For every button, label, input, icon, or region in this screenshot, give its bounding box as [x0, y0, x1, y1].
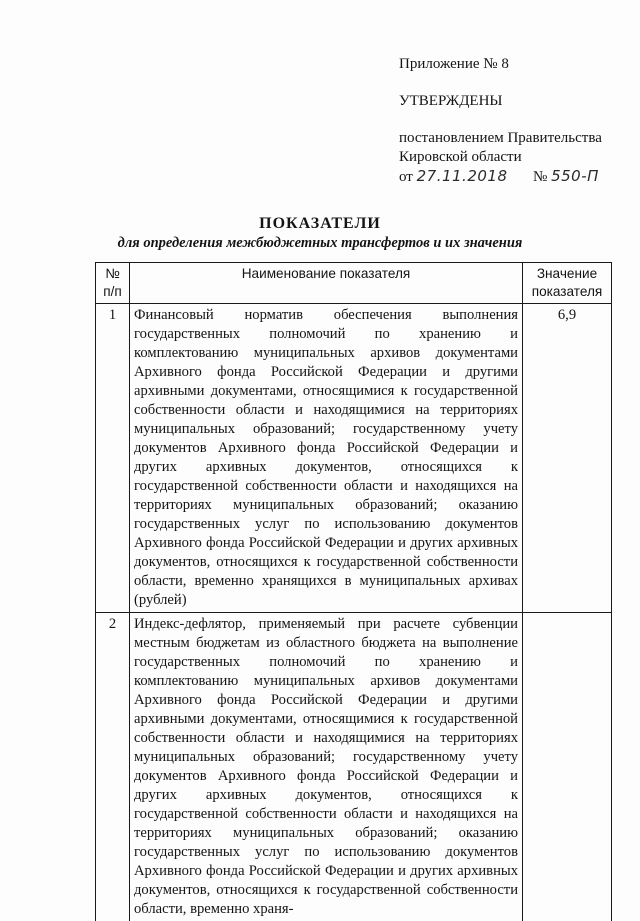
approved-label: УТВЕРЖДЕНЫ — [399, 92, 629, 111]
header-num: № п/п — [96, 263, 130, 304]
date-prefix: от — [399, 169, 413, 185]
document-title: ПОКАЗАТЕЛИ — [0, 214, 640, 234]
title-block — [0, 214, 640, 253]
table-row — [96, 613, 612, 921]
row-name: Индекс-дефлятор, применяемый при расчете субвенции местным бюджетам из областного бюджета на выполнение государственных полномочий по хранению и комплектованию муниципальных архивов документами Архивного фонда Российской Федерации и другими архивными документами, относящимися к государственной собственности области и находящимися на территориях муниципальных образований; государственному учету документов Архивного фонда Российской Федерации и других архивных документов, относящихся к государственной собственности области и находящихся на территориях муниципальных образований; оказанию государственных услуг по использованию документов Архивного фонда Российской Федерации и других архивных документов, относящихся к государственной собственности области, временно храня- — [130, 613, 523, 921]
table-row — [96, 304, 612, 613]
decree-date-line — [399, 167, 629, 187]
header-name: Наименование показателя — [130, 263, 523, 304]
document-subtitle: для определения межбюджетных трансфертов и их значения — [0, 234, 640, 253]
handwritten-number: 550-П — [551, 167, 599, 185]
indicators-table — [95, 262, 612, 921]
decree-line-1: постановлением Правительства — [399, 129, 629, 148]
row-num: 2 — [96, 613, 130, 921]
header-value: Значение показателя — [523, 263, 612, 304]
row-value: 6,9 — [523, 304, 612, 613]
handwritten-date: 27.11.2018 — [417, 167, 508, 185]
row-value — [523, 613, 612, 921]
row-num: 1 — [96, 304, 130, 613]
appendix-label: Приложение № 8 — [399, 55, 629, 74]
approval-block — [399, 55, 629, 187]
decree-line-2: Кировской области — [399, 148, 629, 167]
table-header-row — [96, 263, 612, 304]
number-prefix: № — [533, 169, 547, 185]
row-name: Финансовый норматив обеспечения выполнения государственных полномочий по хранению и комплектованию муниципальных архивов документами Архивного фонда Российской Федерации и другими архивными документами, относящимися к государственной собственности области и находящимися на территориях муниципальных образований; государственному учету документов Архивного фонда Российской Федерации и других архивных документов, относящихся к государственной собственности области и находящихся на территориях муниципальных образований; оказанию государственных услуг по использованию документов Архивного фонда Российской Федерации и других архивных документов, относящихся к государственной собственности области, временно хранящихся в муниципальных архивах (рублей) — [130, 304, 523, 613]
